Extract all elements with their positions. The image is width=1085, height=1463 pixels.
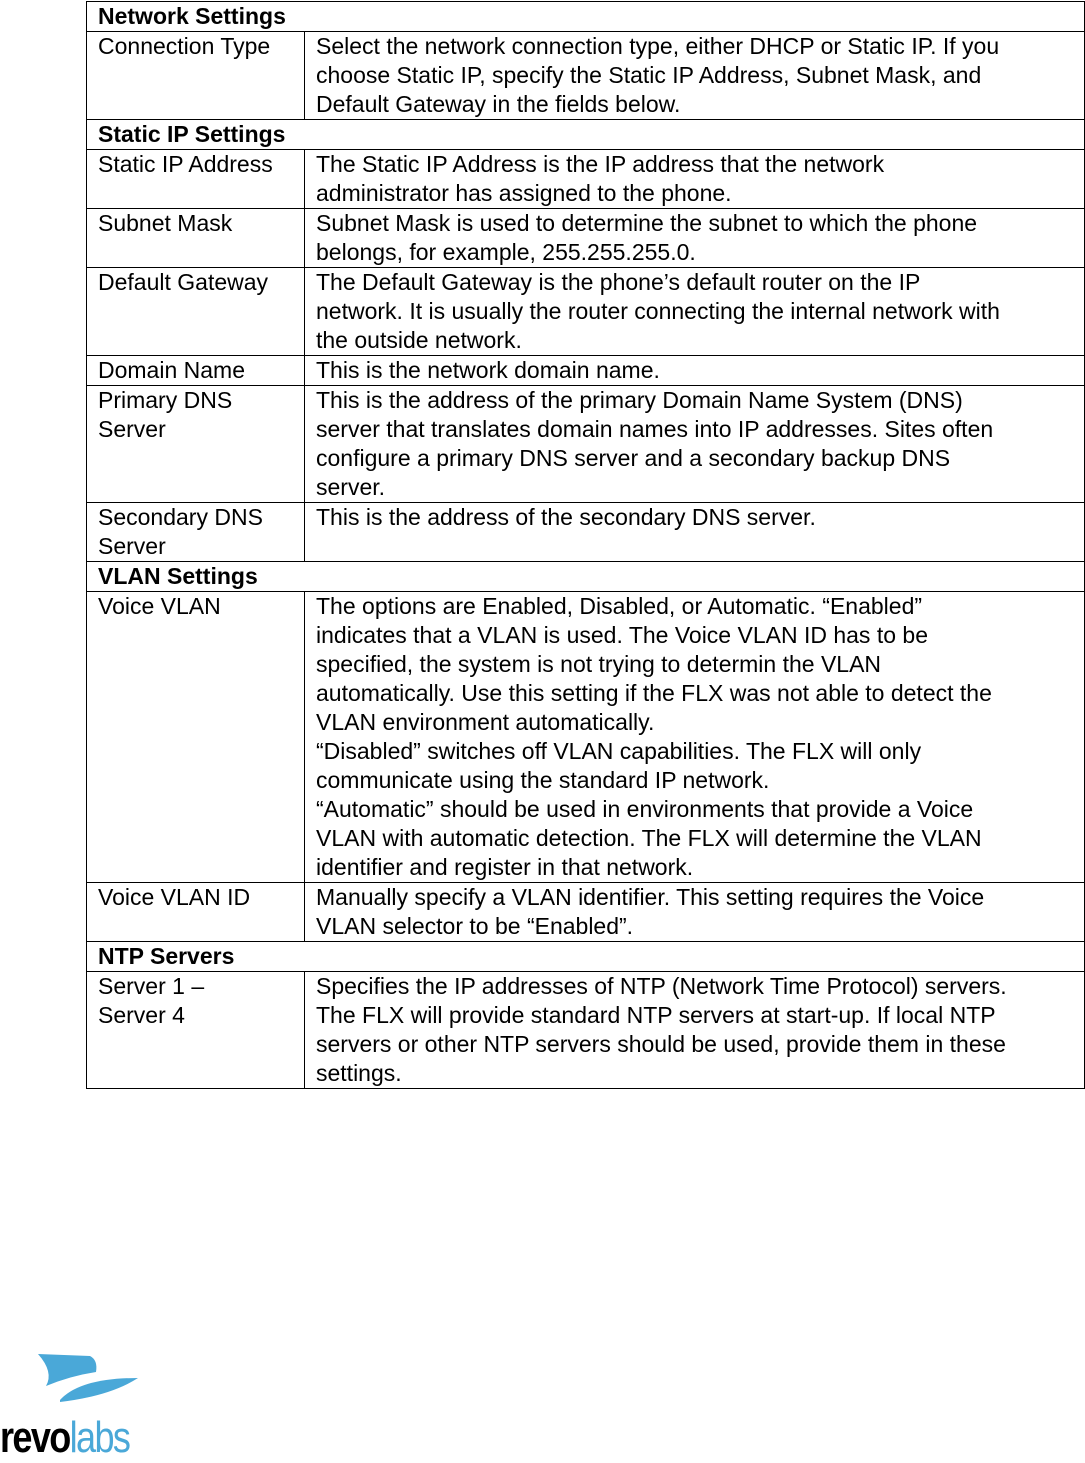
setting-label: Voice VLAN ID [87,883,305,942]
network-settings-table [86,1,1085,1089]
setting-label: Secondary DNS Server [87,503,305,562]
section-header-row [87,2,1085,32]
setting-label: Primary DNS Server [87,386,305,503]
setting-description: The Default Gateway is the phone’s default router on the IP network. It is usually the router connecting the internal network with the outside network. [305,268,1085,356]
setting-label: Server 1 – Server 4 [87,972,305,1089]
fin-icon [0,1352,160,1412]
setting-description: Select the network connection type, either DHCP or Static IP. If you choose Static IP, specify the Static IP Address, Subnet Mask, and Default Gateway in the fields below. [305,32,1085,120]
setting-description: The options are Enabled, Disabled, or Automatic. “Enabled” indicates that a VLAN is used. The Voice VLAN ID has to be specified, the system is not trying to determin the VLAN automatically. Use this setting if the FLX was not able to detect the VLAN environment automatically. “Disabled” switches off VLAN capabilities. The FLX will only communicate using the standard IP network. “Automatic” should be used in environments that provide a Voice VLAN with automatic detection. The FLX will determine the VLAN identifier and register in that network. [305,592,1085,883]
setting-label: Static IP Address [87,150,305,209]
setting-description: This is the network domain name. [305,356,1085,386]
logo-wordmark [0,1413,129,1463]
table-row [87,386,1085,503]
table-row [87,592,1085,883]
section-title: Static IP Settings [87,120,1085,150]
table-row [87,503,1085,562]
section-title: Network Settings [87,2,1085,32]
setting-label: Subnet Mask [87,209,305,268]
table-row [87,150,1085,209]
table-row [87,209,1085,268]
section-title: NTP Servers [87,942,1085,972]
setting-description: Specifies the IP addresses of NTP (Network Time Protocol) servers. The FLX will provide standard NTP servers at start-up. If local NTP servers or other NTP servers should be used, provide them in these settings. [305,972,1085,1089]
table-row [87,32,1085,120]
setting-description: This is the address of the secondary DNS server. [305,503,1085,562]
setting-label: Domain Name [87,356,305,386]
table-row [87,883,1085,942]
logo-text-light: labs [69,1413,130,1462]
table-row [87,356,1085,386]
section-title: VLAN Settings [87,562,1085,592]
section-header-row [87,942,1085,972]
setting-label: Voice VLAN [87,592,305,883]
table-row [87,972,1085,1089]
setting-description: The Static IP Address is the IP address that the network administrator has assigned to the phone. [305,150,1085,209]
setting-description: This is the address of the primary Domain Name System (DNS) server that translates domain names into IP addresses. Sites often configure a primary DNS server and a secondary backup DNS server. [305,386,1085,503]
setting-label: Default Gateway [87,268,305,356]
setting-description: Subnet Mask is used to determine the subnet to which the phone belongs, for example, 255.255.255.0. [305,209,1085,268]
section-header-row [87,562,1085,592]
table-row [87,268,1085,356]
logo-text-dark: revo [0,1413,70,1462]
section-header-row [87,120,1085,150]
setting-description: Manually specify a VLAN identifier. This setting requires the Voice VLAN selector to be “Enabled”. [305,883,1085,942]
setting-label: Connection Type [87,32,305,120]
